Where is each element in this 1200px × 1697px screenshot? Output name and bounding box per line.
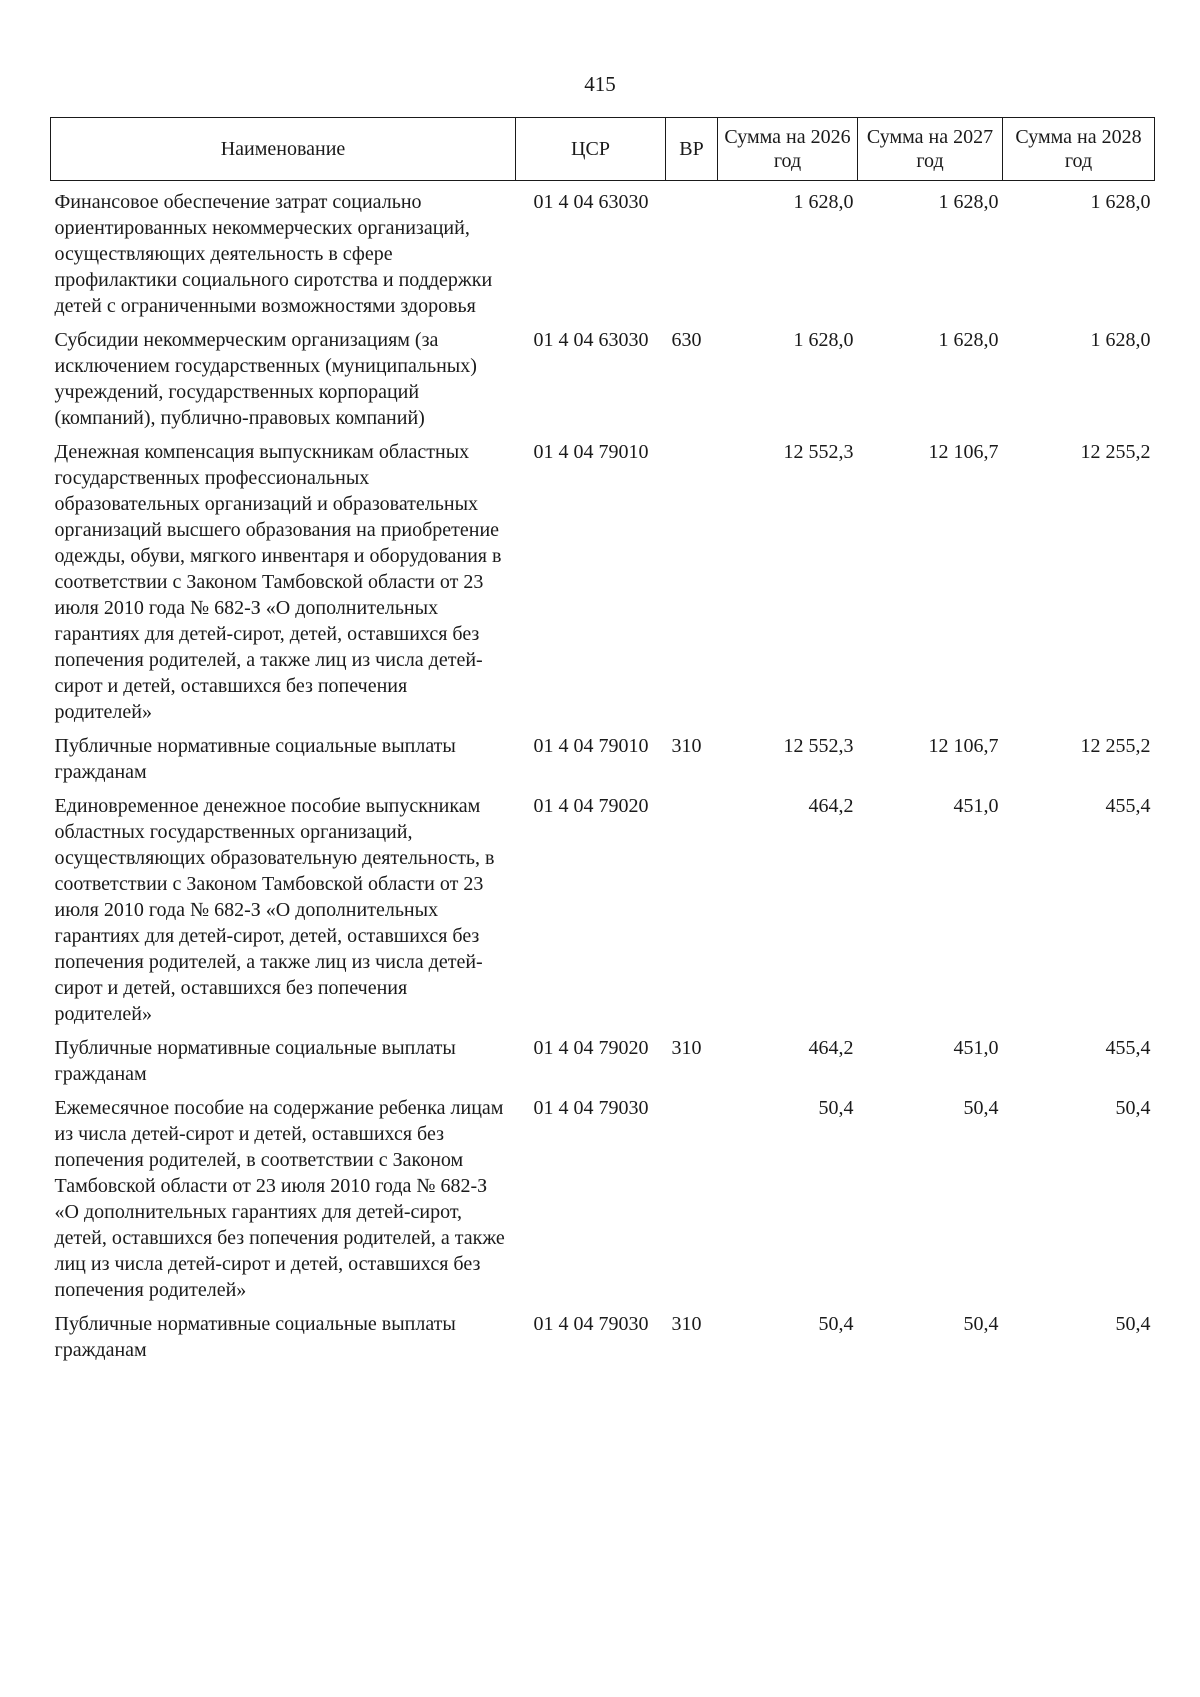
table-row <box>51 319 1155 431</box>
row-amount-2028: 50,4 <box>1115 1097 1151 1119</box>
row-vr-code: 310 <box>671 1313 702 1335</box>
table-row <box>51 1087 1155 1303</box>
row-name: Публичные нормативные социальные выплаты гражданам <box>54 735 456 783</box>
header-csr: ЦСР <box>516 118 666 181</box>
row-amount-2028: 1 628,0 <box>1090 329 1151 351</box>
row-amount-2026: 12 552,3 <box>783 441 854 463</box>
row-vr-code <box>666 785 718 1027</box>
row-amount-2027: 12 106,7 <box>928 735 999 757</box>
row-amount-2027: 451,0 <box>953 1037 999 1059</box>
row-amount-2028: 12 255,2 <box>1080 441 1151 463</box>
row-amount-2026: 464,2 <box>808 795 854 817</box>
row-amount-2027: 50,4 <box>963 1097 999 1119</box>
row-amount-2026: 1 628,0 <box>793 191 854 213</box>
row-amount-2028: 1 628,0 <box>1090 191 1151 213</box>
row-vr-code <box>666 1087 718 1303</box>
budget-table <box>50 117 1155 1363</box>
row-amount-2028: 50,4 <box>1115 1313 1151 1335</box>
row-csr-code: 01 4 04 79010 <box>533 735 649 757</box>
row-amount-2026: 50,4 <box>818 1313 854 1335</box>
row-amount-2026: 1 628,0 <box>793 329 854 351</box>
row-amount-2026: 12 552,3 <box>783 735 854 757</box>
row-name: Денежная компенсация выпускникам областных государственных профессиональных образовательных организаций и образовательных организаций высшего образования на приобретение одежды, обуви, мягкого инвентаря и оборудования в соответствии с Законом Тамбовской области от 23 июля 2010 года № 682-З «О дополнительных гарантиях для детей-сирот, детей, оставшихся без попечения родителей, а также лиц из числа детей-сирот и детей, оставшихся без попечения родителей» <box>54 441 502 723</box>
row-name: Финансовое обеспечение затрат социально ориентированных некоммерческих организаций, осуществляющих деятельность в сфере профилактики социального сиротства и поддержки детей с ограниченными возможностями здоровья <box>54 191 493 317</box>
row-csr-code: 01 4 04 79010 <box>533 441 649 463</box>
row-vr-code: 310 <box>671 735 702 757</box>
table-header <box>51 118 1155 181</box>
header-row <box>51 118 1155 181</box>
header-amount-2028: Сумма на 2028 год <box>1003 118 1155 181</box>
row-name: Ежемесячное пособие на содержание ребенка лицам из числа детей-сирот и детей, оставшихся без попечения родителей, в соответствии с Законом Тамбовской области от 23 июля 2010 года № 682-З «О дополнительных гарантиях для детей-сирот, детей, оставшихся без попечения родителей, а также лиц из числа детей-сирот и детей, оставшихся без попечения родителей» <box>54 1097 505 1301</box>
row-amount-2028: 455,4 <box>1105 1037 1151 1059</box>
table-row <box>51 1303 1155 1363</box>
row-csr-code: 01 4 04 79020 <box>533 795 649 817</box>
row-vr-code <box>666 431 718 725</box>
table-body <box>51 181 1155 1364</box>
table-row <box>51 1027 1155 1087</box>
row-amount-2027: 1 628,0 <box>938 329 999 351</box>
row-amount-2027: 12 106,7 <box>928 441 999 463</box>
table-row <box>51 725 1155 785</box>
header-amount-2026: Сумма на 2026 год <box>718 118 858 181</box>
row-vr-code <box>666 181 718 320</box>
row-vr-code: 630 <box>671 329 702 351</box>
table-row <box>51 181 1155 320</box>
row-csr-code: 01 4 04 79020 <box>533 1037 649 1059</box>
row-amount-2027: 451,0 <box>953 795 999 817</box>
row-amount-2026: 464,2 <box>808 1037 854 1059</box>
table-row <box>51 785 1155 1027</box>
row-amount-2028: 455,4 <box>1105 795 1151 817</box>
row-amount-2027: 1 628,0 <box>938 191 999 213</box>
row-amount-2026: 50,4 <box>818 1097 854 1119</box>
header-vr: ВР <box>666 118 718 181</box>
row-name: Единовременное денежное пособие выпускникам областных государственных организаций, осуществляющих образовательную деятельность, в соответствии с Законом Тамбовской области от 23 июля 2010 года № 682-З «О дополнительных гарантиях для детей-сирот, детей, оставшихся без попечения родителей, а также лиц из числа детей-сирот и детей, оставшихся без попечения родителей» <box>54 795 495 1025</box>
row-vr-code: 310 <box>671 1037 702 1059</box>
row-name: Субсидии некоммерческим организациям (за исключением государственных (муниципальных) учреждений, государственных корпораций (компаний), публично-правовых компаний) <box>54 329 477 429</box>
row-csr-code: 01 4 04 63030 <box>533 191 649 213</box>
row-csr-code: 01 4 04 79030 <box>533 1313 649 1335</box>
row-csr-code: 01 4 04 79030 <box>533 1097 649 1119</box>
page-number: 415 <box>584 72 616 96</box>
header-name: Наименование <box>51 118 516 181</box>
row-csr-code: 01 4 04 63030 <box>533 329 649 351</box>
row-name: Публичные нормативные социальные выплаты гражданам <box>54 1313 456 1361</box>
row-amount-2028: 12 255,2 <box>1080 735 1151 757</box>
row-name: Публичные нормативные социальные выплаты гражданам <box>54 1037 456 1085</box>
table-row <box>51 431 1155 725</box>
header-amount-2027: Сумма на 2027 год <box>858 118 1003 181</box>
row-amount-2027: 50,4 <box>963 1313 999 1335</box>
